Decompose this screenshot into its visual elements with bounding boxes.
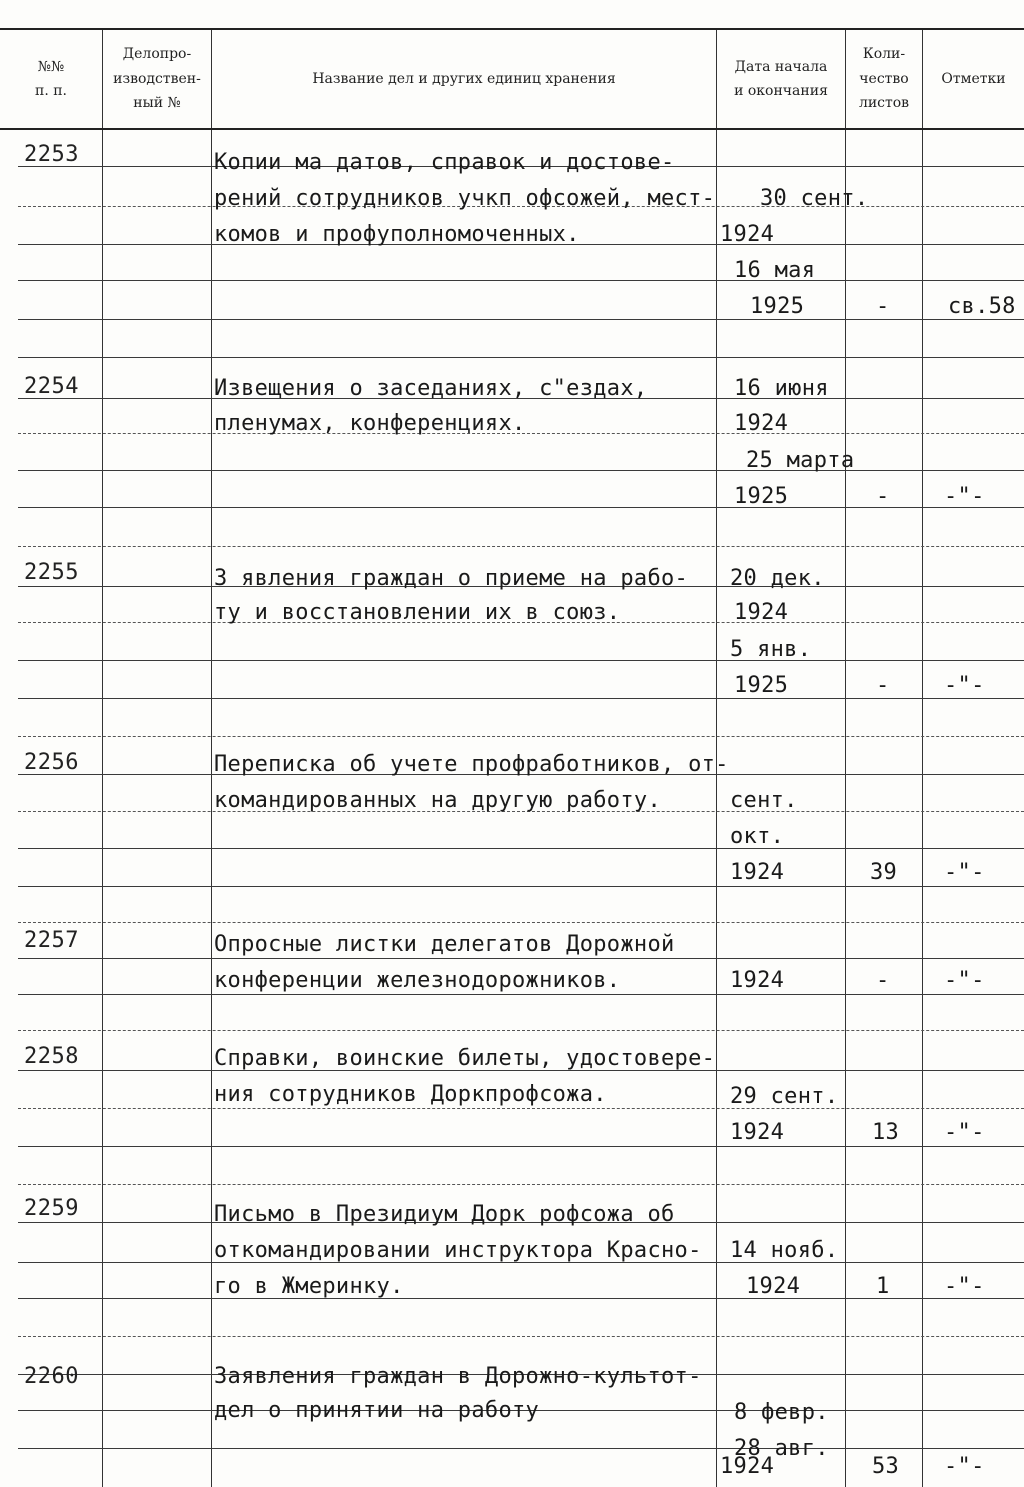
entry-sheets: - — [876, 968, 890, 993]
header-sheets-line: Коли- — [862, 46, 906, 63]
entry-title-line: рений сотрудников учкп офсожей, мест- — [214, 186, 716, 211]
entry-title-line: Копии ма датов, справок и достове- — [214, 150, 675, 175]
column-rule — [102, 28, 103, 1487]
header-dates-column — [717, 30, 845, 128]
ruled-line — [18, 922, 1024, 923]
entry-number: 2255 — [24, 560, 79, 585]
entry-sheets: 39 — [870, 860, 898, 885]
column-rule — [211, 28, 212, 1487]
entry-date-line: 30 сент. — [760, 186, 869, 211]
entry-sheets: - — [876, 484, 890, 509]
header-office-line: Делопро- — [122, 46, 192, 63]
header-sheets-line: листов — [858, 95, 910, 112]
entry-title-line: Заявления граждан в Дорожно-культот- — [214, 1364, 702, 1389]
entry-sheets: 13 — [872, 1120, 900, 1145]
header-office-number-column — [103, 30, 211, 128]
header-dates-line: Дата начала — [734, 58, 828, 75]
entry-title-line: дел о принятии на работу — [214, 1398, 540, 1423]
ruled-line — [18, 1108, 1024, 1109]
ruled-line — [18, 660, 1024, 661]
ruled-line — [18, 994, 1024, 995]
entry-note: -"- — [944, 673, 985, 698]
ruled-line — [18, 958, 1024, 959]
ruled-line — [18, 470, 1024, 471]
entry-note: св.58 — [948, 294, 1016, 319]
ruled-line — [18, 319, 1024, 320]
entry-sheets: 1 — [876, 1274, 890, 1299]
entry-date-line: 1924 — [734, 411, 789, 436]
header-title-column — [212, 30, 716, 128]
entry-date-line: 25 марта — [746, 448, 855, 473]
entry-date-line: 1924 — [734, 600, 789, 625]
ruled-line — [18, 698, 1024, 699]
ruled-line — [18, 1336, 1024, 1337]
entry-note: -"- — [944, 1274, 985, 1299]
entry-note: -"- — [944, 1454, 985, 1479]
header-number-column — [0, 30, 102, 128]
entry-date-line: 1924 — [720, 1454, 775, 1479]
entry-title-line: ния сотрудников Доркпрофсожа. — [214, 1082, 607, 1107]
entry-date-line: 5 янв. — [730, 637, 812, 662]
header-bottom-rule — [0, 128, 1024, 130]
ruled-line — [18, 848, 1024, 849]
column-rule — [922, 28, 923, 1487]
entry-title-line: комов и профуполномоченных. — [214, 222, 580, 247]
entry-date-line: 28 авг. — [734, 1436, 829, 1461]
header-sheets-column — [846, 30, 922, 128]
entry-date-line: 1925 — [734, 484, 789, 509]
header-office-line: ный № — [133, 95, 181, 112]
entry-date-line: 1925 — [750, 294, 805, 319]
entry-number: 2258 — [24, 1044, 79, 1069]
entry-title-line: конференции железнодорожников. — [214, 968, 621, 993]
ruled-line — [18, 546, 1024, 547]
ruled-line — [18, 1298, 1024, 1299]
ruled-line — [18, 886, 1024, 887]
entry-date-line: 29 сент. — [730, 1084, 839, 1109]
entry-number: 2259 — [24, 1196, 79, 1221]
entry-title-line: Опросные листки делегатов Дорожной — [214, 932, 675, 957]
ruled-line — [18, 280, 1024, 281]
entry-number: 2254 — [24, 374, 79, 399]
entry-date-line: 20 дек. — [730, 566, 825, 591]
header-dates-line: и окончания — [734, 83, 828, 99]
entry-title-line: пленумах, конференциях. — [214, 411, 526, 436]
entry-sheets: - — [876, 294, 890, 319]
entry-note: -"- — [944, 860, 985, 885]
header-notes-text: Отметки — [941, 70, 1006, 87]
entry-date-line: 1925 — [734, 673, 789, 698]
entry-note: -"- — [944, 484, 985, 509]
entry-date-line: 1924 — [730, 968, 785, 993]
header-notes-column — [923, 30, 1024, 128]
entry-date-line: 1924 — [746, 1274, 801, 1299]
entry-title-line: командированных на другую работу. — [214, 788, 661, 813]
entry-sheets: - — [876, 673, 890, 698]
entry-number: 2257 — [24, 928, 79, 953]
entry-date-line: окт. — [730, 824, 785, 849]
entry-title-line: Справки, воинские билеты, удостовере- — [214, 1046, 716, 1071]
ruled-line — [18, 1146, 1024, 1147]
ruled-line — [18, 736, 1024, 737]
header-title-text: Название дел и других единиц хранения — [312, 70, 616, 87]
header-number-line: п. п. — [34, 83, 67, 99]
entry-title-line: З явления граждан о приеме на рабо- — [214, 566, 689, 591]
ruled-line — [18, 357, 1024, 358]
entry-date-line: 8 февр. — [734, 1400, 829, 1425]
header-office-line: изводствен- — [113, 70, 201, 87]
entry-number: 2256 — [24, 750, 79, 775]
entry-title-line: Переписка об учете профработников, от- — [214, 752, 729, 777]
entry-note: -"- — [944, 968, 985, 993]
entry-date-line: 16 мая — [734, 258, 816, 283]
entry-date-line: 1924 — [730, 860, 785, 885]
entry-date-line: 14 нояб. — [730, 1238, 839, 1263]
ruled-line — [18, 1030, 1024, 1031]
entry-title-line: ту и восстановлении их в союз. — [214, 600, 621, 625]
entry-title-line: откомандировании инструктора Красно- — [214, 1238, 702, 1263]
entry-title-line: го в Жмеринку. — [214, 1274, 404, 1299]
header-sheets-line: чество — [859, 70, 909, 87]
header-number-line: №№ — [37, 58, 65, 75]
entry-note: -"- — [944, 1120, 985, 1145]
column-rule — [845, 28, 846, 1487]
entry-date-line: 1924 — [730, 1120, 785, 1145]
entry-title-line: Извещения о заседаниях, с"ездах, — [214, 376, 648, 401]
ruled-line — [18, 1448, 1024, 1449]
entry-date-line: 1924 — [720, 222, 775, 247]
entry-number: 2253 — [24, 142, 79, 167]
entry-number: 2260 — [24, 1364, 79, 1389]
ruled-line — [18, 507, 1024, 508]
entry-date-line: 16 июня — [734, 376, 829, 401]
ruled-line — [18, 1184, 1024, 1185]
entry-title-line: Письмо в Президиум Дорк рофсожа об — [214, 1202, 675, 1227]
entry-date-line: сент. — [730, 788, 798, 813]
entry-sheets: 53 — [872, 1454, 900, 1479]
